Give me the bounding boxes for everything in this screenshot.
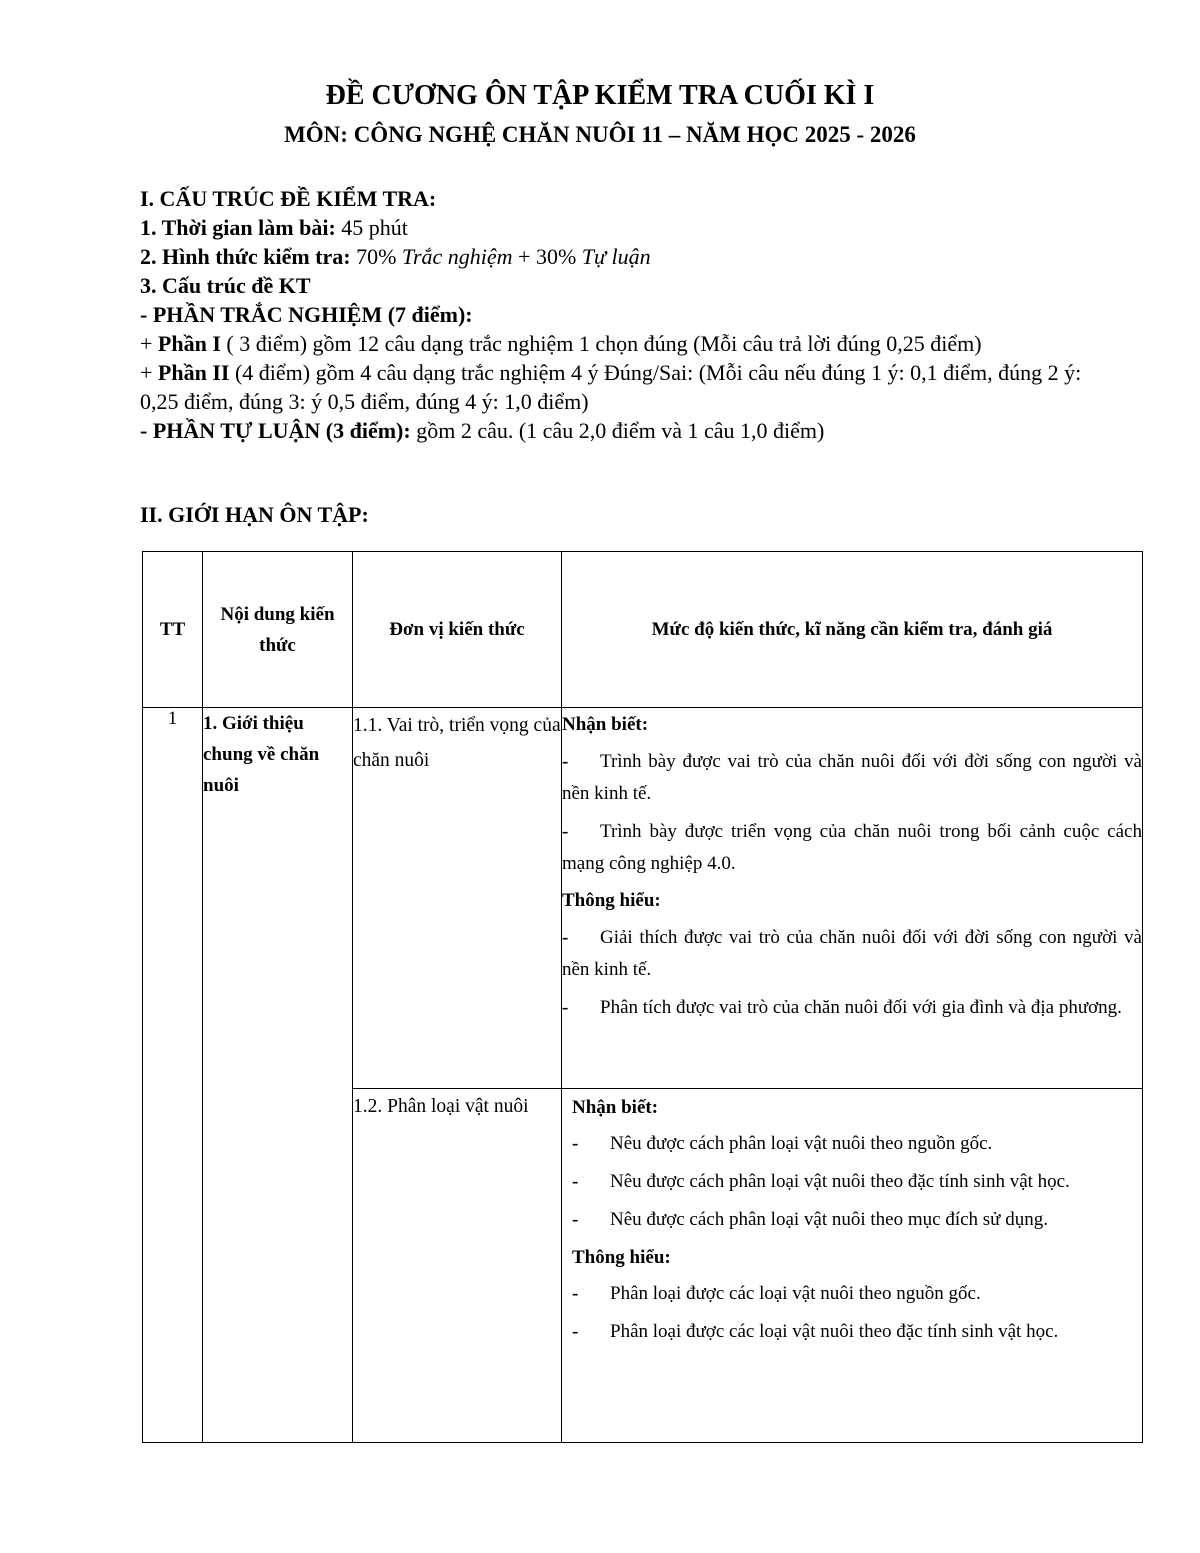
dash-bullet: - [562,997,569,1018]
dash-bullet: - [562,927,569,948]
unit1-th-label: Thông hiểu: [562,890,661,911]
unit2-nb-label: Nhận biết: [572,1097,659,1118]
unit2-levels [562,1089,1143,1443]
dash-bullet: - [572,1321,579,1342]
list-item [562,746,1142,810]
part1-line [140,329,1100,358]
part2-line [140,358,1100,416]
essay-text: gồm 2 câu. (1 câu 2,0 điểm và 1 câu 1,0 điểm) [410,418,825,443]
exam-time-value: 45 phút [335,215,408,240]
unit2-nb-item-2: Nêu được cách phân loại vật nuôi theo đặc tính sinh vật học. [610,1171,1070,1192]
essay-line [140,416,1100,445]
header-muc-do: Mức độ kiến thức, kĩ năng cần kiểm tra, đánh giá [562,552,1143,708]
section-review-scope [140,500,1100,529]
table-header-row [143,552,1143,708]
unit1-th-item-1: Giải thích được vai trò của chăn nuôi đối với đời sống con người và nền kinh tế. [562,927,1142,980]
unit1-nb-label: Nhận biết: [562,714,649,735]
row1-tt: 1 [143,708,203,1443]
section2-heading: II. GIỚI HẠN ÔN TẬP: [140,502,369,527]
part1-plus: + [140,331,158,356]
exam-form-essay: Tự luận [581,244,651,269]
list-item [572,1167,1142,1197]
section1-heading: I. CẤU TRÚC ĐỀ KIỂM TRA: [140,186,437,211]
exam-time-label: 1. Thời gian làm bài: [140,215,336,240]
exam-time-line [140,213,1100,242]
list-item [562,992,1142,1024]
mc-heading: - PHẦN TRẮC NGHIỆM (7 điểm): [140,302,473,327]
document-subtitle: MÔN: CÔNG NGHỆ CHĂN NUÔI 11 – NĂM HỌC 2025 - 2026 [284,122,916,147]
list-item [562,922,1142,986]
exam-form-line [140,242,1100,271]
part2-plus: + [140,360,158,385]
exam-form-pct1: 70% [350,244,402,269]
unit2-nb-item-3: Nêu được cách phân loại vật nuôi theo mục đích sử dụng. [610,1209,1048,1230]
exam-structure-label: 3. Cấu trúc đề KT [140,273,311,298]
header-tt: TT [143,552,203,708]
part2-label: Phần II [157,360,230,385]
list-item [572,1317,1142,1347]
unit1-nb-item-1: Trình bày được vai trò của chăn nuôi đối với đời sống con người và nền kinh tế. [562,751,1142,804]
header-don-vi: Đơn vị kiến thức [353,552,562,708]
unit1-name: 1.1. Vai trò, triển vọng của chăn nuôi [353,708,562,1089]
part1-text: ( 3 điểm) gồm 12 câu dạng trắc nghiệm 1 chọn đúng (Mỗi câu trả lời đúng 0,25 điểm) [220,331,982,356]
table-row [143,708,1143,1089]
exam-form-plus: + 30% [512,244,582,269]
unit2-th-label: Thông hiểu: [572,1247,671,1268]
exam-form-mc: Trắc nghiệm [401,244,513,269]
unit2-nb-item-1: Nêu được cách phân loại vật nuôi theo nguồn gốc. [610,1133,993,1154]
header-noi-dung: Nội dung kiến thức [203,552,353,708]
part1-label: Phần I [157,331,221,356]
part2-text: (4 điểm) gồm 4 câu dạng trắc nghiệm 4 ý Đúng/Sai: (Mỗi câu nếu đúng 1 ý: 0,1 điểm, đúng 2 ý: 0,25 điểm, đúng 3: ý 0,5 điểm, đúng 4 ý: 1,0 điểm) [140,360,1082,414]
unit1-th-item-2: Phân tích được vai trò của chăn nuôi đối với gia đình và địa phương. [600,997,1122,1018]
list-item [562,816,1142,880]
document-title: ĐỀ CƯƠNG ÔN TẬP KIỂM TRA CUỐI KÌ I [325,80,875,111]
dash-bullet: - [572,1171,579,1192]
row1-noi-dung: 1. Giới thiệu chung về chăn nuôi [203,708,353,1443]
dash-bullet: - [572,1209,579,1230]
dash-bullet: - [562,821,569,842]
dash-bullet: - [562,751,569,772]
list-item [572,1279,1142,1309]
essay-label: - PHẦN TỰ LUẬN (3 điểm): [140,418,411,443]
review-table [142,551,1143,1443]
unit2-th-item-1: Phân loại được các loại vật nuôi theo nguồn gốc. [610,1283,981,1304]
unit1-nb-item-2: Trình bày được triển vọng của chăn nuôi trong bối cảnh cuộc cách mạng công nghiệp 4.0. [562,821,1142,874]
dash-bullet: - [572,1283,579,1304]
unit2-name: 1.2. Phân loại vật nuôi [353,1089,562,1443]
unit1-levels [562,708,1143,1089]
unit2-th-item-2: Phân loại được các loại vật nuôi theo đặc tính sinh vật học. [610,1321,1059,1342]
list-item [572,1129,1142,1159]
list-item [572,1205,1142,1235]
section-exam-structure [140,184,1100,445]
exam-form-label: 2. Hình thức kiểm tra: [140,244,351,269]
dash-bullet: - [572,1133,579,1154]
